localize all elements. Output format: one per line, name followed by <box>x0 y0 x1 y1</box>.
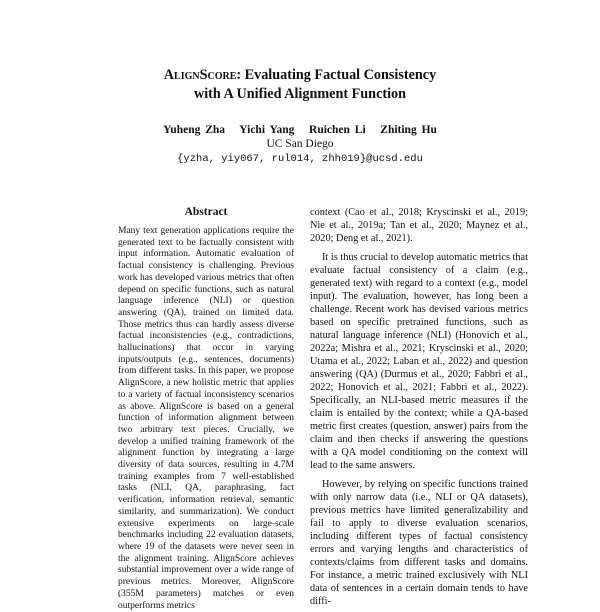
abstract-text: Many text generation applications require the generated text to be factually consistent with input information. Automatic evaluation of factual consistency is challenging. Previous work has developed various metrics that often depend on specific functions, such as natural language inference (NLI) or question answering (QA), trained on limited data. Those metrics thus can hardly assess diverse factual inconsistencies (e.g., contradictions, hallucinations) that occur in varying inputs/outputs (e.g., sentences, documents) from different tasks. In this paper, we propose AlignScore, a new holistic metric that applies to a variety of factual inconsistency scenarios as above. AlignScore is based on a general function of information alignment between two arbitrary text pieces. Crucially, we develop a unified training framework of the alignment function by integrating a large diversity of data sources, resulting in 4.7M training examples from 7 well-established tasks (NLI, QA, paraphrasing, fact verification, information retrieval, semantic similarity, and summarization). We conduct extensive experiments on large-scale benchmarks including 22 evaluation datasets, where 19 of the datasets were never seen in the alignment training. AlignScore achieves substantial improvement over a wide range of previous metrics. Moreover, AlignScore (355M parameters) matches or even outperforms metrics <box>118 226 294 611</box>
author-emails: {yzha, yiy067, rul014, zhh019}@ucsd.edu <box>177 153 423 165</box>
author-list: Yuheng Zha Yichi Yang Ruichen Li Zhiting Hu <box>163 124 437 136</box>
body-paragraph-1: context (Cao et al., 2018; Kryscinski et al., 2019; Nie et al., 2019a; Tan et al., 2020; Maynez et al., 2020; Deng et al., 2021). <box>310 207 528 244</box>
body-paragraph-2: It is thus crucial to develop automatic metrics that evaluate factual consistency of a claim (e.g., generated text) with regard to a context (e.g., model input). The evaluation, however, has long been a challenge. Recent work has devised various metrics based on specific pretrained functions, such as natural language inference (NLI) (Honovich et al., 2022a; Mishra et al., 2021; Kryscinski et al., 2020; Utama et al., 2022; Laban et al., 2022) and question answering (QA) (Durmus et al., 2020; Fabbri et al., 2022; Honovich et al., 2021; Fabbri et al., 2022). Specifically, an NLI-based metric measures if the claim is entailed by the context; while a QA-based metric first creates (question, answer) pairs from the claim and then checks if answering the questions with a QA model conditioning on the context will lead to the same answers. <box>310 252 528 471</box>
body-paragraph-3: However, by relying on specific functions trained with only narrow data (i.e., NLI or QA datasets), previous metrics have limited generalizability and fail to apply to diverse evaluation scenarios, including different types of factual consistency errors and varying lengths and characteristics of contexts/claims from different tasks and domains. For instance, a metric trained exclusively with NLI data of sentences in a certain domain tends to have diffi- <box>310 479 528 607</box>
title-metric-name: AlignScore <box>163 67 237 83</box>
title-line-2: with A Unified Alignment Function <box>193 86 407 102</box>
body-column-right <box>310 206 528 608</box>
title-line-1 <box>0 66 600 85</box>
paper-title <box>0 66 600 104</box>
abstract-heading: Abstract <box>184 206 228 218</box>
abstract-column <box>118 226 294 612</box>
title-line-1-rest: : Evaluating Factual Consistency <box>236 67 437 83</box>
affiliation: UC San Diego <box>266 138 334 150</box>
